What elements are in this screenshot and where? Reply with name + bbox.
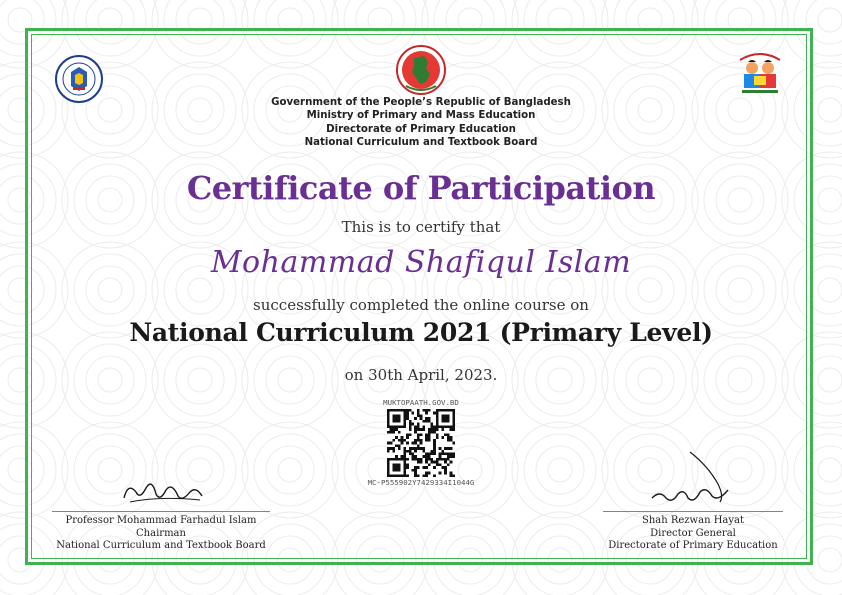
right-signatory (583, 515, 803, 553)
left-signatory-title: Chairman (136, 527, 186, 539)
left-signatory-org: National Curriculum and Textbook Board (56, 540, 266, 552)
qr-code-icon (387, 409, 455, 477)
left-signatory-name: Professor Mohammad Farhadul Islam (65, 515, 257, 526)
bangladesh-govt-seal-icon (394, 44, 448, 96)
right-signature-line (603, 511, 783, 512)
verification-code: MC-P555902Y7429334I1044G (367, 478, 475, 487)
verification-site: MUKTOPAATH.GOV.BD (383, 398, 459, 407)
completion-text: successfully completed the online course on (253, 296, 589, 314)
dpe-children-logo-icon (734, 46, 786, 98)
right-signatory-title: Director General (650, 527, 736, 539)
certify-text: This is to certify that (341, 218, 501, 236)
left-signatory (40, 515, 282, 553)
header-line-directorate: Directorate of Primary Education (326, 124, 516, 135)
certificate-title: Certificate of Participation (186, 169, 656, 207)
completion-date: on 30th April, 2023. (344, 366, 498, 384)
right-signatory-org: Directorate of Primary Education (608, 540, 778, 552)
right-signature (648, 450, 740, 508)
header-line-board: National Curriculum and Textbook Board (304, 137, 538, 148)
recipient-name: Mohammad Shafiqul Islam (210, 245, 632, 280)
course-name: National Curriculum 2021 (Primary Level) (129, 318, 713, 347)
header-line-government: Government of the People’s Republic of Bangladesh (271, 97, 571, 108)
left-signature (120, 468, 206, 508)
header-line-ministry: Ministry of Primary and Mass Education (306, 110, 536, 121)
right-signatory-name: Shah Rezwan Hayat (641, 515, 745, 526)
left-signature-line (52, 511, 270, 512)
